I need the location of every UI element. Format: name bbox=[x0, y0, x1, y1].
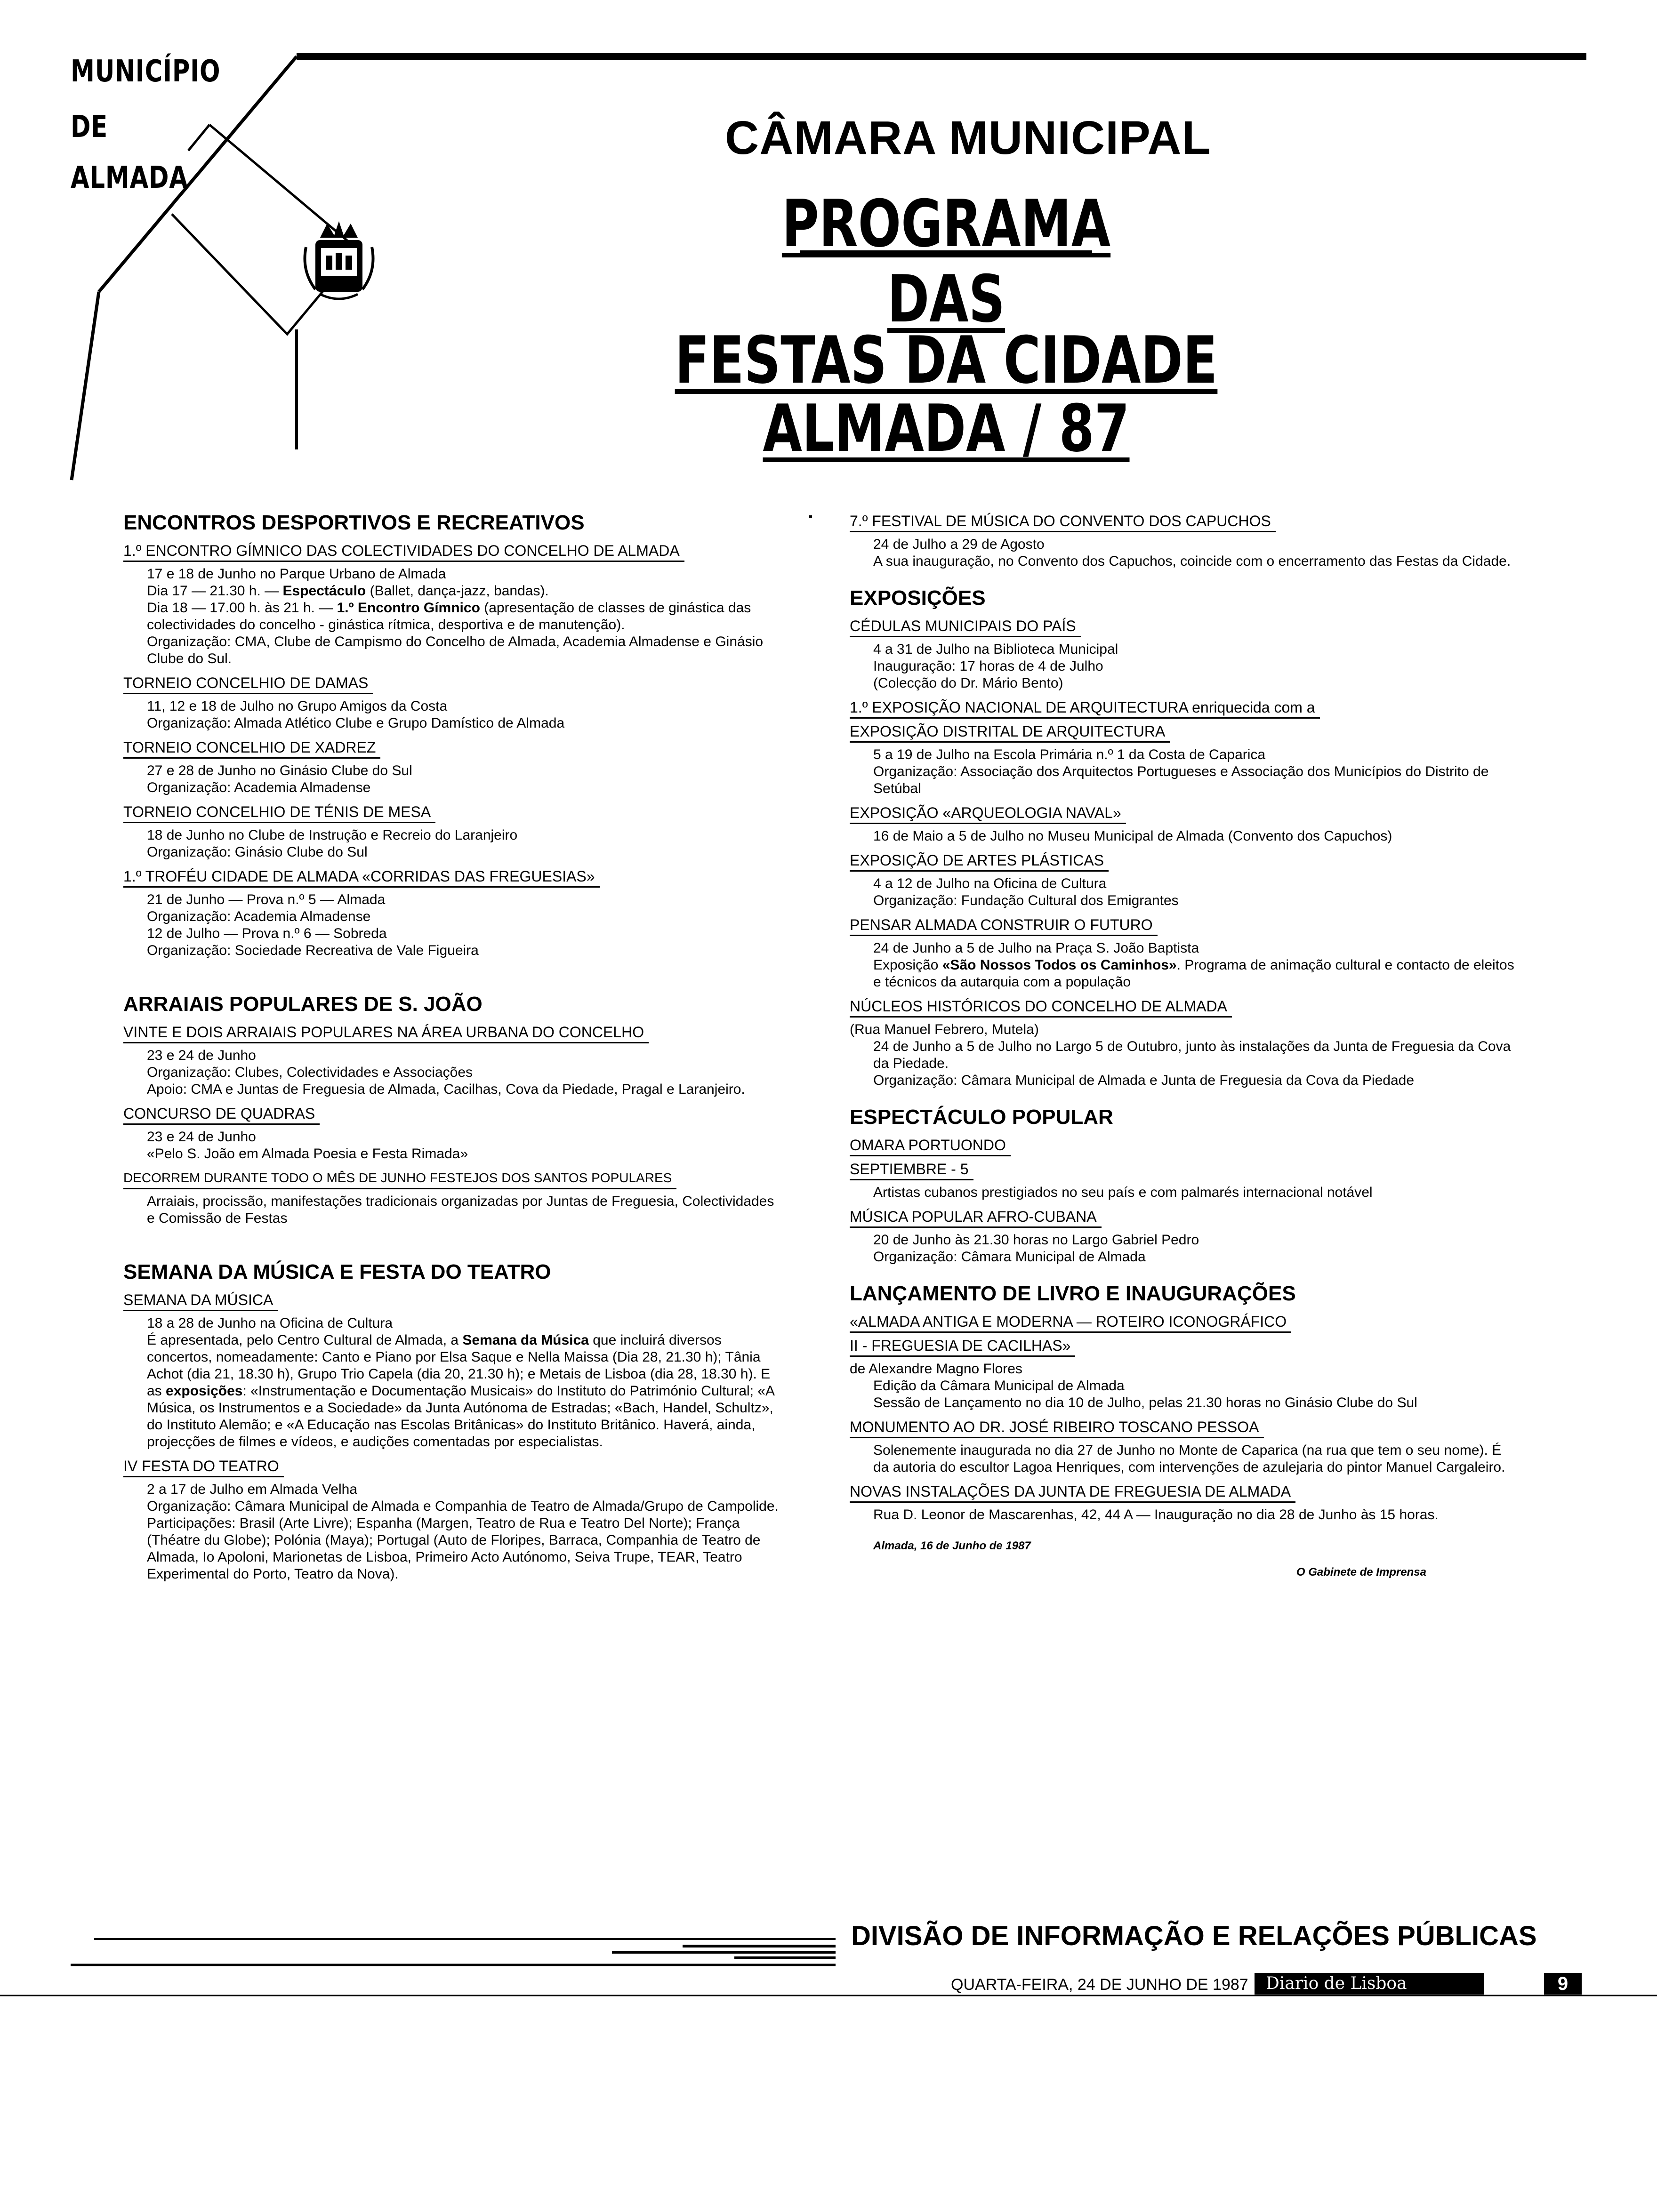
event-text: Organização: Academia Almadense bbox=[147, 909, 371, 924]
section-title: ENCONTROS DESPORTIVOS E RECREATIVOS bbox=[123, 511, 585, 534]
event-text: Organização: Fundação Cultural dos Emigrantes bbox=[873, 893, 1179, 908]
event-text: Edição da Câmara Municipal de Almada bbox=[873, 1378, 1125, 1394]
event-heading: 1.º EXPOSIÇÃO NACIONAL DE ARQUITECTURA enriquecida com a bbox=[850, 698, 1320, 719]
event-text: Apoio: CMA e Juntas de Freguesia de Almada, Cacilhas, Cova da Piedade, Pragal e Laranjeiro. bbox=[147, 1082, 745, 1097]
event-heading: VINTE E DOIS ARRAIAIS POPULARES NA ÁREA URBANA DO CONCELHO bbox=[123, 1023, 649, 1043]
event-heading: CÉDULAS MUNICIPAIS DO PAÍS bbox=[850, 617, 1081, 637]
event-text: 2 a 17 de Julho em Almada Velha bbox=[147, 1482, 357, 1497]
event-text: Organização: Clubes, Colectividades e Associações bbox=[147, 1065, 473, 1080]
page-number: 9 bbox=[1544, 1973, 1582, 1995]
event-text: Inauguração: 17 horas de 4 de Julho bbox=[873, 658, 1103, 674]
municipio-line-3: ALMADA bbox=[71, 160, 188, 195]
event-text: 24 de Junho a 5 de Julho na Praça S. João Baptista bbox=[873, 940, 1199, 956]
event-heading: NÚCLEOS HISTÓRICOS DO CONCELHO DE ALMADA bbox=[850, 997, 1232, 1018]
section-title: SEMANA DA MÚSICA E FESTA DO TEATRO bbox=[123, 1260, 551, 1283]
programa-line-2: DAS bbox=[887, 261, 1005, 337]
event-heading: «ALMADA ANTIGA E MODERNA — ROTEIRO ICONOGRÁFICO bbox=[850, 1313, 1291, 1333]
section-title: LANÇAMENTO DE LIVRO E INAUGURAÇÕES bbox=[850, 1282, 1296, 1305]
event-heading: EXPOSIÇÃO DISTRITAL DE ARQUITECTURA bbox=[850, 722, 1170, 743]
event-heading: SEPTIEMBRE - 5 bbox=[850, 1160, 973, 1180]
event-text: 20 de Junho às 21.30 horas no Largo Gabriel Pedro bbox=[873, 1232, 1199, 1248]
event-heading: PENSAR ALMADA CONSTRUIR O FUTURO bbox=[850, 916, 1158, 936]
event-heading: CONCURSO DE QUADRAS bbox=[123, 1105, 320, 1125]
section-title: ARRAIAIS POPULARES DE S. JOÃO bbox=[123, 993, 483, 1016]
event-text: (Rua Manuel Febrero, Mutela) bbox=[850, 1022, 1039, 1037]
event-text: «Pelo S. João em Almada Poesia e Festa Rimada» bbox=[147, 1146, 468, 1162]
event-text: 5 a 19 de Julho na Escola Primária n.º 1 da Costa de Caparica bbox=[873, 747, 1266, 762]
event-heading: MONUMENTO AO DR. JOSÉ RIBEIRO TOSCANO PESSOA bbox=[850, 1418, 1264, 1438]
event-heading: 1.º ENCONTRO GÍMNICO DAS COLECTIVIDADES DO CONCELHO DE ALMADA bbox=[123, 542, 684, 562]
signoff-author: O Gabinete de Imprensa bbox=[1296, 1566, 1426, 1579]
right-column bbox=[850, 512, 1516, 1581]
event-text: Dia 17 — 21.30 h. — Espectáculo (Ballet, dança-jazz, bandas). bbox=[147, 583, 549, 599]
event-text: Participações: Brasil (Arte Livre); Espanha (Margen, Teatro de Rua e Teatro Del Norte); França (Théatre du Globe); Polónia (Maya); Portugal (Auto de Floripes, Barraca, Companhia de Teatro de Almada, Io Apoloni, Marionetas de Lisboa, Primeiro Acto Autónomo, Seiva Trupe, TEAR, Teatro Experimental do Porto, Teatro da Nova). bbox=[147, 1515, 761, 1582]
event-text: Organização: Academia Almadense bbox=[147, 780, 371, 795]
event-heading: TORNEIO CONCELHIO DE XADREZ bbox=[123, 738, 380, 759]
event-text: Organização: Câmara Municipal de Almada e Junta de Freguesia da Cova da Piedade bbox=[873, 1073, 1415, 1088]
event-text: 11, 12 e 18 de Julho no Grupo Amigos da Costa bbox=[147, 698, 448, 714]
municipal-crest-icon bbox=[292, 219, 386, 304]
event-text: A sua inauguração, no Convento dos Capuchos, coincide com o encerramento das Festas da Cidade. bbox=[873, 553, 1511, 569]
event-text: (Colecção do Dr. Mário Bento) bbox=[873, 675, 1063, 691]
municipio-line-1: MUNICÍPIO bbox=[71, 54, 221, 89]
event-text: 23 e 24 de Junho bbox=[147, 1129, 256, 1145]
event-heading: NOVAS INSTALAÇÕES DA JUNTA DE FREGUESIA DE ALMADA bbox=[850, 1483, 1295, 1503]
event-heading: MÚSICA POPULAR AFRO-CUBANA bbox=[850, 1208, 1102, 1228]
event-text: Organização: Almada Atlético Clube e Grupo Damístico de Almada bbox=[147, 715, 565, 731]
division-title: DIVISÃO DE INFORMAÇÃO E RELAÇÕES PÚBLICAS bbox=[851, 1921, 1537, 1951]
event-text: Organização: Câmara Municipal de Almada bbox=[873, 1249, 1146, 1265]
event-heading: OMARA PORTUONDO bbox=[850, 1136, 1011, 1156]
event-heading: TORNEIO CONCELHIO DE TÉNIS DE MESA bbox=[123, 803, 435, 823]
event-text: 16 de Maio a 5 de Julho no Museu Municipal de Almada (Convento dos Capuchos) bbox=[873, 828, 1392, 844]
event-text: 18 de Junho no Clube de Instrução e Recreio do Laranjeiro bbox=[147, 827, 518, 843]
programa-line-1: PROGRAMA bbox=[781, 186, 1111, 262]
event-text: 24 de Junho a 5 de Julho no Largo 5 de Outubro, junto às instalações da Junta de Freguesia da Cova da Piedade. bbox=[873, 1039, 1511, 1071]
event-text: Rua D. Leonor de Mascarenhas, 42, 44 A — Inauguração no dia 28 de Junho às 15 horas. bbox=[873, 1507, 1439, 1523]
event-text: Exposição «São Nossos Todos os Caminhos». Programa de animação cultural e contacto de eleitos e técnicos da autarquia com a população bbox=[873, 957, 1514, 990]
event-text: 27 e 28 de Junho no Ginásio Clube do Sul bbox=[147, 763, 412, 778]
programa-line-4: ALMADA / 87 bbox=[763, 391, 1130, 466]
event-text: Organização: Sociedade Recreativa de Vale Figueira bbox=[147, 943, 479, 958]
event-heading: 7.º FESTIVAL DE MÚSICA DO CONVENTO DOS CAPUCHOS bbox=[850, 512, 1276, 532]
event-text: Organização: Associação dos Arquitectos Portugueses e Associação dos Municípios do Distrito de Setúbal bbox=[873, 764, 1489, 796]
event-text: Solenemente inaugurada no dia 27 de Junho no Monte de Caparica (na rua que tem o seu nome). É da autoria do escultor Lagoa Henriques, com intervenções de azulejaria do pintor Manuel Cargaleiro. bbox=[873, 1443, 1505, 1475]
event-text: 4 a 12 de Julho na Oficina de Cultura bbox=[873, 876, 1107, 891]
left-column bbox=[123, 511, 779, 1583]
event-text: Sessão de Lançamento no dia 10 de Julho, pelas 21.30 horas no Ginásio Clube do Sul bbox=[873, 1395, 1417, 1411]
event-text: 23 e 24 de Junho bbox=[147, 1048, 256, 1063]
event-heading: TORNEIO CONCELHIO DE DAMAS bbox=[123, 674, 373, 694]
event-heading: 1.º TROFÉU CIDADE DE ALMADA «CORRIDAS DAS FREGUESIAS» bbox=[123, 867, 600, 888]
event-text: Organização: Ginásio Clube do Sul bbox=[147, 844, 368, 860]
event-text: de Alexandre Magno Flores bbox=[850, 1361, 1022, 1377]
event-text: 17 e 18 de Junho no Parque Urbano de Almada bbox=[147, 566, 446, 582]
municipio-line-2: DE bbox=[71, 110, 108, 144]
event-text: 18 a 28 de Junho na Oficina de Cultura bbox=[147, 1315, 393, 1331]
section-title: ESPECTÁCULO POPULAR bbox=[850, 1106, 1113, 1129]
programa-line-3: FESTAS DA CIDADE bbox=[675, 322, 1218, 398]
event-heading: EXPOSIÇÃO «ARQUEOLOGIA NAVAL» bbox=[850, 804, 1126, 824]
signoff-place-date: Almada, 16 de Junho de 1987 bbox=[873, 1539, 1031, 1552]
event-text: 21 de Junho — Prova n.º 5 — Almada bbox=[147, 892, 386, 907]
event-heading: DECORREM DURANTE TODO O MÊS DE JUNHO FESTEJOS DOS SANTOS POPULARES bbox=[123, 1169, 676, 1189]
camara-municipal-title: CÂMARA MUNICIPAL bbox=[725, 112, 1211, 164]
event-text: É apresentada, pelo Centro Cultural de Almada, a Semana da Música que incluirá diversos concertos, nomeadamente: Canto e Piano por Elsa Saque e Nella Maissa (Dia 28, 21.30 h); Tânia Achot (dia 21, 18.30 h), Grupo Trio Capela (dia 20, 21.30 h); e Metais de Lisboa (dia 28, 18.30 h). E as exposições: «Instrumentação e Documentação Musicais» do Instituto do Património Cultural; «A Música, os Instrumentos e a Sociedade» da Junta Autónoma de Estradas; «Bach, Handel, Schultz», do Instituto Alemão; e «A Educação nas Escolas Britânicas» do Instituto Britânico. Haverá, ainda, projecções de filmes e vídeos, e audições comentadas por especialistas. bbox=[147, 1332, 774, 1450]
event-heading: SEMANA DA MÚSICA bbox=[123, 1291, 278, 1311]
event-text: Organização: Câmara Municipal de Almada e Companhia de Teatro de Almada/Grupo de Campolide. bbox=[147, 1499, 779, 1514]
event-text: Organização: CMA, Clube de Campismo do Concelho de Almada, Academia Almadense e Ginásio Clube do Sul. bbox=[147, 634, 764, 666]
section-title: EXPOSIÇÕES bbox=[850, 586, 986, 609]
event-text: Arraiais, procissão, manifestações tradicionais organizadas por Juntas de Freguesia, Colectividades e Comissão de Festas bbox=[147, 1194, 774, 1226]
event-text: 12 de Julho — Prova n.º 6 — Sobreda bbox=[147, 926, 387, 941]
event-heading: IV FESTA DO TEATRO bbox=[123, 1457, 284, 1477]
event-text: 24 de Julho a 29 de Agosto bbox=[873, 537, 1045, 552]
event-heading: II - FREGUESIA DE CACILHAS» bbox=[850, 1337, 1075, 1357]
publication-date: QUARTA-FEIRA, 24 DE JUNHO DE 1987 bbox=[951, 1976, 1248, 1994]
event-text: 4 a 31 de Julho na Biblioteca Municipal bbox=[873, 641, 1118, 657]
event-text: Dia 18 — 17.00 h. às 21 h. — 1.º Encontro Gímnico (apresentação de classes de ginástica das colectividades do concelho - ginástica rítmica, desportiva e de manutenção). bbox=[147, 600, 751, 633]
event-heading: EXPOSIÇÃO DE ARTES PLÁSTICAS bbox=[850, 851, 1109, 872]
event-text: Artistas cubanos prestigiados no seu país e com palmarés internacional notável bbox=[873, 1185, 1373, 1200]
newspaper-name: Diario de Lisboa bbox=[1255, 1973, 1484, 1995]
